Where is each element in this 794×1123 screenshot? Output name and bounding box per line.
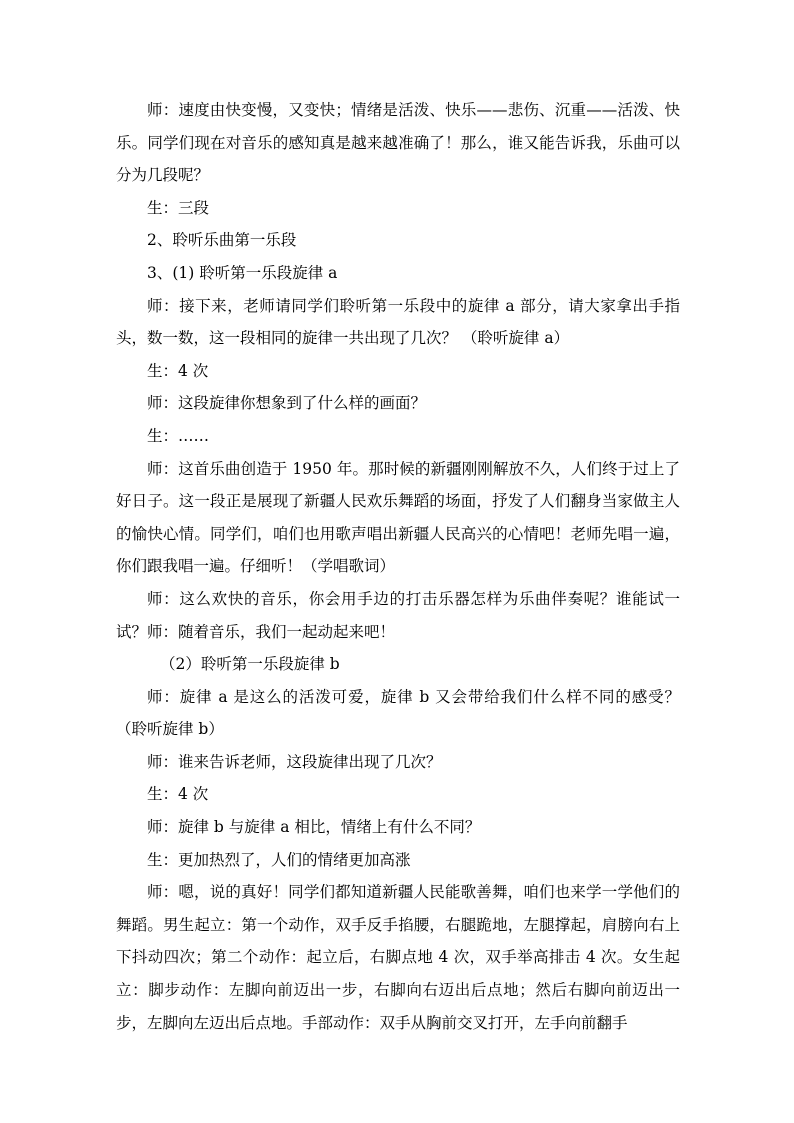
paragraph-teacher-melody-a: 师：接下来，老师请同学们聆听第一乐段中的旋律 a 部分，请大家拿出手指头，数一数，这一段相同的旋律一共出现了几次？ （聆听旋律 a）: [116, 296, 680, 348]
heading-listen-first-section: 2、聆听乐曲第一乐段: [147, 231, 297, 250]
paragraph-student-ellipsis: 生：……: [147, 426, 210, 445]
paragraph-teacher-imagine: 师：这段旋律你想象到了什么样的画面？: [147, 394, 427, 413]
paragraph-teacher-1950: 师：这首乐曲创造于 1950 年。那时候的新疆刚刚解放不久，人们终于过上了好日子。这一段正是展现了新疆人民欢乐舞蹈的场面，抒发了人们翻身当家做主人的愉快心情。同学们，咱们也用歌声唱出新疆人民高兴的心情吧！老师先唱一遍，你们跟我唱一遍。仔细听！（学唱歌词）: [116, 459, 680, 576]
paragraph-teacher-percussion: 师：这么欢快的音乐，你会用手边的打击乐器怎样为乐曲伴奏呢？谁能试一试？师：随着音乐，我们一起动起来吧！: [116, 589, 680, 641]
paragraph-teacher-compare: 师：旋律 b 与旋律 a 相比，情绪上有什么不同？: [147, 818, 481, 837]
paragraph-student-4-times: 生：4 次: [147, 361, 209, 380]
paragraph-teacher-dance: 师：嗯，说的真好！同学们都知道新疆人民能歌善舞，咱们也来学一学他们的舞蹈。男生起立：第一个动作，双手反手掐腰，右腿跪地，左腿撑起，肩膀向右上下抖动四次；第二个动作：起立后，右脚点地 4 次，双手举高排击 4 次。女生起立：脚步动作：左脚向前迈出一步，右脚向右迈出后点地；然后右脚向前迈出一步，左脚向左迈出后点地。手部动作：双手从胸前交叉打开，左手向前翻手: [116, 883, 680, 1032]
paragraph-student-more-intense: 生：更加热烈了，人们的情绪更加高涨: [147, 850, 411, 869]
paragraph-student-4-times-b: 生：4 次: [147, 785, 209, 804]
paragraph-student-three-sections: 生：三段: [147, 198, 210, 217]
heading-melody-b: （2）聆听第一乐段旋律 b: [160, 655, 340, 674]
lesson-text: [116, 94, 680, 1039]
heading-melody-a: 3、(1) 聆听第一乐段旋律 a: [147, 263, 338, 282]
paragraph-teacher-tempo: 师：速度由快变慢，又变快；情绪是活泼、快乐——悲伤、沉重——活泼、快乐。同学们现在对音乐的感知真是越来越准确了！那么，谁又能告诉我，乐曲可以分为几段呢？: [116, 101, 680, 185]
paragraph-teacher-how-many: 师：谁来告诉老师，这段旋律出现了几次？: [147, 752, 442, 771]
paragraph-teacher-melody-b: 师：旋律 a 是这么的活泼可爱，旋律 b 又会带给我们什么样不同的感受？（聆听旋律 b）: [116, 687, 680, 739]
